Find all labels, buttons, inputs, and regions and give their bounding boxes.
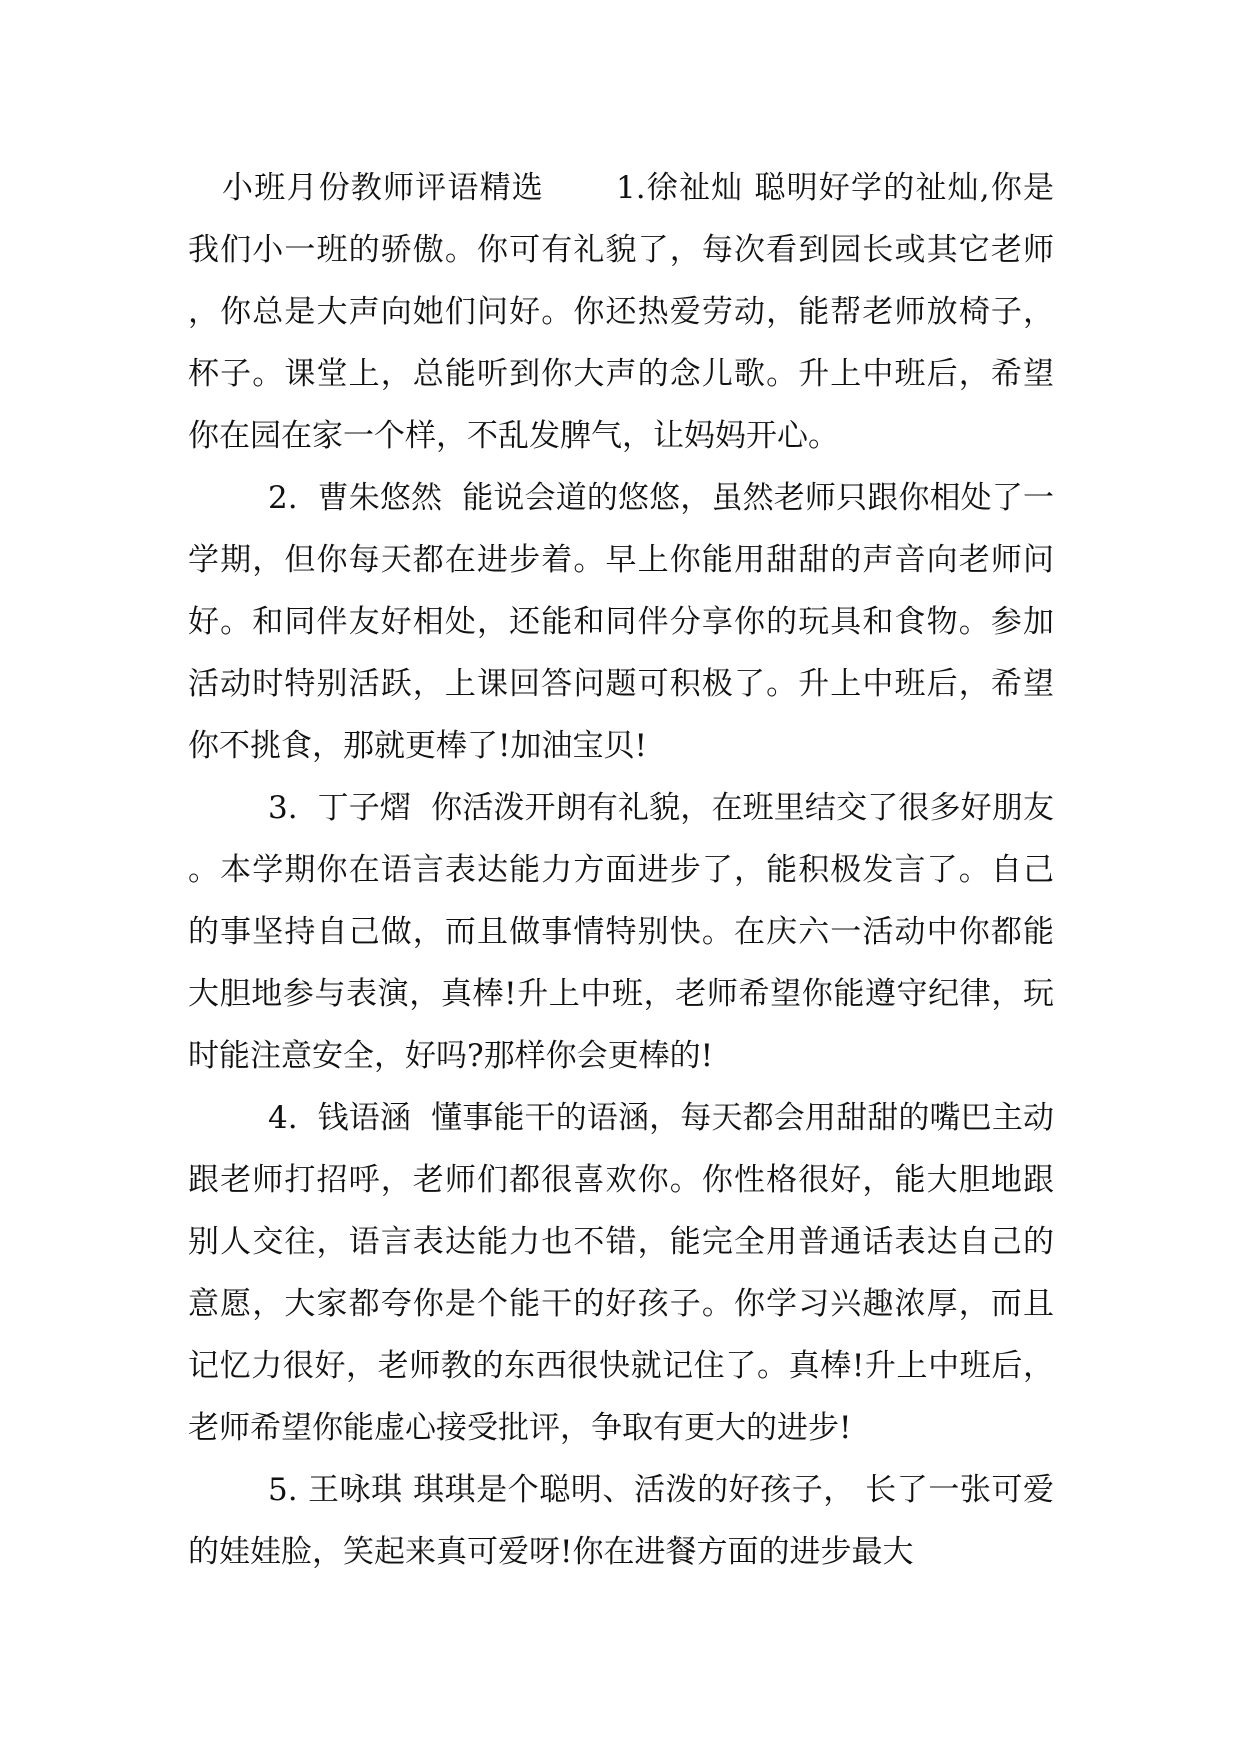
paragraph-text: 琪琪是个聪明、活泼的好孩子， 长了一张可爱的娃娃脸，笑起来真可爱呀!你在进餐方面的进步最大 — [188, 1472, 1055, 1570]
child-name: 徐祉灿 — [645, 170, 744, 206]
child-name: 钱语涵 — [317, 1100, 412, 1136]
paragraph-number: 4. — [268, 1100, 298, 1136]
paragraph-text: 懂事能干的语涵，每天都会用甜甜的嘴巴主动跟老师打招呼，老师们都很喜欢你。你性格很好，能大胆地跟别人交往，语言表达能力也不错，能完全用普通话表达自己的意愿，大家都夸你是个能干的好孩子。你学习兴趣浓厚，而且记忆力很好，老师教的东西很快就记住了。真棒!升上中班后，老师希望你能虚心接受批评，争取有更大的进步! — [188, 1100, 1054, 1446]
child-name: 丁子熠 — [317, 790, 412, 826]
paragraph-5 — [188, 1459, 1054, 1583]
paragraph-text: 聪明好学的祉灿,你是我们小一班的骄傲。你可有礼貌了，每次看到园长或其它老师，你总是大声向她们问好。你还热爱劳动，能帮老师放椅子，杯子。课堂上，总能听到你大声的念儿歌。升上中班后，希望你在园在家一个样，不乱发脾气，让妈妈开心。 — [188, 170, 1055, 454]
paragraph-text: 你活泼开朗有礼貌，在班里结交了很多好朋友。本学期你在语言表达能力方面进步了，能积极发言了。自己的事坚持自己做，而且做事情特别快。在庆六一活动中你都能大胆地参与表演，真棒!升上中班，老师希望你能遵守纪律，玩时能注意安全，好吗?那样你会更棒的! — [188, 790, 1054, 1074]
paragraph-number: 2. — [268, 480, 298, 516]
child-name: 王咏琪 — [308, 1472, 403, 1508]
document-body — [188, 157, 1054, 1583]
paragraph-number: 3. — [268, 790, 298, 826]
paragraph-4 — [188, 1087, 1054, 1459]
paragraph-number: 1. — [615, 170, 646, 206]
paragraph-3 — [188, 777, 1054, 1087]
child-name: 曹朱悠然 — [317, 480, 443, 516]
document-title: 小班月份教师评语精选 — [222, 170, 544, 206]
paragraph-1 — [188, 157, 1054, 467]
paragraph-2 — [188, 467, 1054, 777]
paragraph-number: 5. — [268, 1472, 298, 1508]
paragraph-text: 能说会道的悠悠，虽然老师只跟你相处了一学期，但你每天都在进步着。早上你能用甜甜的声音向老师问好。和同伴友好相处，还能和同伴分享你的玩具和食物。参加活动时特别活跃，上课回答问题可积极了。升上中班后，希望你不挑食，那就更棒了!加油宝贝! — [188, 480, 1054, 764]
